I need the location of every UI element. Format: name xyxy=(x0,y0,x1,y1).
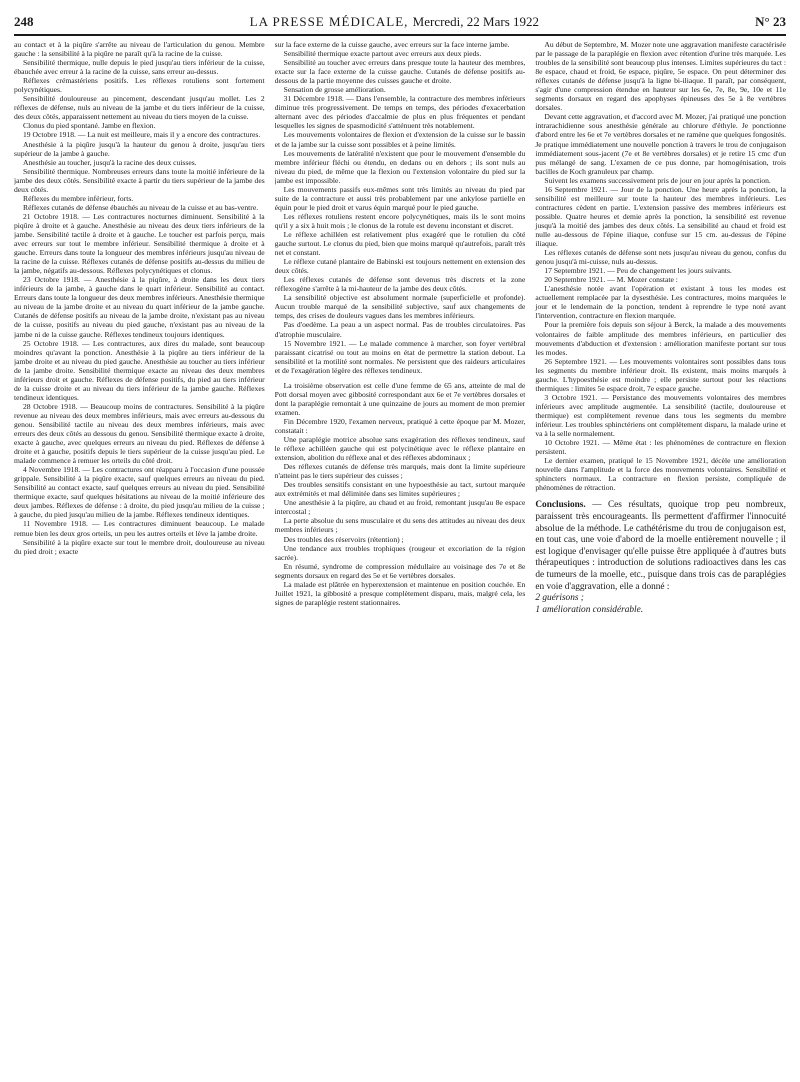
paragraph: Devant cette aggravation, et d'accord avec M. Mozer, j'ai pratiqué une ponction intrarachidienne sous anesthésie générale au chlorure d'éthyle. Je ponctionne d'abord entre les 6e et 7e vertèbres dorsales et ne ramène que quelques fongosités. Je pratique immédiatement une nouvelle ponction à travers le trou de conjugaison immédiatement sous-jacent (7e et 8e vertèbres dorsales) et je retire 15 cmc d'un pus mélangé de sang. L'examen de ce pus donne, par homogénisation, trois bacilles de Koch granuleux par champ. xyxy=(535,112,786,176)
paragraph: 15 Novembre 1921. — Le malade commence à marcher, son foyer vertébral paraissant cicatrisé ou tout au moins en état de permettre la station debout. La sensibilité et la motilité sont normales. Ne persistent que des raideurs articulaires et de l'exagération légère des réflexes tendineux. xyxy=(274,338,526,375)
paragraph: Des troubles des réservoirs (rétention) ; xyxy=(283,534,404,544)
paragraph: Anesthésie au toucher, jusqu'à la racine des deux cuisses. xyxy=(23,157,197,167)
conclusions-item: 2 guérisons ; xyxy=(535,593,584,604)
paragraph: Les réflexes rotuliens restent encore polycynétiques, mais ils le sont moins qu'il y a six à huit mois ; le clonus de la rotule est devenu inconstant et discret. xyxy=(274,211,526,230)
paragraph: Les mouvements volontaires de flexion et d'extension de la cuisse sur le bassin et de la jambe sur la cuisse sont possibles et à peine limités. xyxy=(274,130,526,149)
paragraph: Des troubles sensitifs consistant en une hypoesthésie au tact, surtout marquée aux extrémités et mal délimitée dans ses limites supérieures ; xyxy=(274,480,526,499)
paragraph: Anesthésie à la piqûre jusqu'à la hauteur du genou à droite, jusqu'au tiers supérieur de la jambe à gauche. xyxy=(14,139,265,158)
paragraph: Sensibilité à la piqûre exacte sur tout le membre droit, douloureuse au niveau du pied droit ; exacte xyxy=(14,537,265,556)
paragraph: La perte absolue du sens musculaire et du sens des attitudes au niveau des deux membres inférieurs ; xyxy=(274,516,526,535)
conclusions-section xyxy=(535,500,786,616)
paragraph: 19 Octobre 1918. — La nuit est meilleure, mais il y a encore des contractures. xyxy=(23,130,261,140)
paragraph: L'anesthésie notée avant l'opération et existant à tous les modes est actuellement remplacée par la dysesthésie. Les contractures, moins marquées le jour et le lendemain de la ponction, tendent à reprendre le type noté avant l'intervention, contracture en flexion marquée. xyxy=(535,284,786,321)
paragraph: 10 Octobre 1921. — Même état : les phénomènes de contracture en flexion persistent. xyxy=(535,438,786,457)
issue-number: N° 23 xyxy=(755,14,786,29)
paragraph: Une anesthésie à la piqûre, au chaud et au froid, remontant jusqu'au 8e espace intercostal ; xyxy=(274,498,526,517)
paragraph: En résumé, syndrome de compression médullaire au voisinage des 7e et 8e segments dorsaux en regard des 5e et 6e vertèbres dorsales. xyxy=(274,561,526,580)
paragraph: 16 Septembre 1921. — Jour de la ponction. Une heure après la ponction, la sensibilité est meilleure sur toute la hauteur des membres inférieurs. Les contractures cèdent en partie. L'extension passive des membres inférieurs est possible. Quatre heures et demie après la ponction, la sensibilité est revenue jusqu'à la moitié des jambes des deux côtés. La sensibilité au chaud et froid est nulle au-dessous de l'épine iliaque, confuse sur 15 cm. au-dessus de l'épine iliaque. xyxy=(535,184,786,249)
paragraph: La malade est plâtrée en hyperextension et maintenue en position couchée. En Juillet 1921, la gibbosité a presque complètement disparu, mais, malgré cela, les signes de paraplégie restent stationnaires. xyxy=(274,579,526,607)
paragraph: Les réflexes cutanés de défense sont nets jusqu'au niveau du genou, confus du genou jusqu'à mi-cuisse, nuls au-dessus. xyxy=(535,248,786,267)
paragraph: 11 Novembre 1918. — Les contractures diminuent beaucoup. Le malade remue bien les deux gros orteils, un peu les autres orteils et lève la jambe droite. xyxy=(14,519,265,538)
paragraph: Réflexes cutanés de défense ébauchés au niveau de la cuisse et au bas-ventre. xyxy=(23,202,259,212)
paragraph: Suivent les examens successivement pris de jour en jour après la ponction. xyxy=(544,175,771,185)
paragraph: Sensibilité thermique. Nombreuses erreurs dans toute la moitié inférieure de la jambe des deux côtés. Sensibilité exacte à partir du tiers supérieur de la jambe des deux côtés. xyxy=(14,166,265,194)
paragraph: Les mouvements de latéralité n'existent que pour le mouvement d'ensemble du membre inférieur fléchi ou étendu, en dedans ou en dehors ; ils sont nuls au niveau du pied, de même que la flexion ou l'extension volontaire du pied sur la jambe est impossible. xyxy=(274,148,526,185)
paragraph: Le réflexe cutané plantaire de Babinski est toujours nettement en extension des deux côtés. xyxy=(274,257,526,276)
paragraph: Sensation de grosse amélioration. xyxy=(283,85,386,95)
paragraph: 3 Octobre 1921. — Persistance des mouvements volontaires des membres inférieurs avec amplitude augmentée. La sensibilité (tactile, douloureuse et thermique) est complètement revenue dans tous les segments du membre inférieur. Les troubles sphinctériens ont complètement disparu, la malade urine et va à la selle normalement. xyxy=(535,392,786,439)
paragraph: La troisième observation est celle d'une femme de 65 ans, atteinte de mal de Pott dorsal moyen avec gibbosité correspondant aux 6e et 7e vertèbres dorsales et dont la paraplégie remontait à une quinzaine de jours au moment de mon premier examen. xyxy=(274,380,526,417)
paragraph: 26 Septembre 1921. — Les mouvements volontaires sont possibles dans tous les segments du membre inférieur droit. Ils existent, mais moins marqués à gauche. L'hypoesthésie est moindre ; elle persiste surtout pour les réactions thermiques : limites 5e espace droit, 7e espace gauche. xyxy=(535,356,786,393)
paragraph: Une paraplégie motrice absolue sans exagération des réflexes tendineux, sauf le réflexe achilléen gauche qui est polycinétique avec le réflexe plantaire en extension, abolition du réflexe anal et des réflexes abdominaux ; xyxy=(274,435,526,463)
paragraph: Une tendance aux troubles trophiques (rougeur et excoriation de la région sacrée). xyxy=(274,543,526,562)
paragraph: 4 Novembre 1918. — Les contractures ont réapparu à l'occasion d'une poussée grippale. Sensibilité à la piqûre exacte, sauf quelques erreurs au niveau du pied. Sensibilité au contact exacte, sauf quelques erreurs au niveau du pied. Sensibilité thermique exacte, sauf quelques hésitations au niveau de la moitié inférieure des deux jambes. Réflexes de défense : à droite, du pied jusqu'au milieu de la cuisse ; à gauche, du pied jusqu'au milieu de la jambe. Réflexes tendineux identiques. xyxy=(14,465,265,520)
paragraph: Pas d'oedème. La peau a un aspect normal. Pas de troubles circulatoires. Pas d'atrophie musculaire. xyxy=(274,320,526,339)
paragraph: 31 Décembre 1918. — Dans l'ensemble, la contracture des membres inférieurs diminue très progressivement. De temps en temps, des périodes d'exacerbation alternant avec des périodes d'accalmie de plus en plus fréquentes et pendant lesquelles les signes de spasmodicité s'atténuent très notablement. xyxy=(274,94,526,131)
column-left xyxy=(14,40,265,1080)
issue-date: Mercredi, 22 Mars 1922 xyxy=(412,14,540,29)
paragraph: 23 Octobre 1918. — Anesthésie à la piqûre, à droite dans les deux tiers inférieurs de la jambe, à gauche dans le quart inférieur. Sensibilité au contact. Erreurs dans toute la longueur des deux membres inférieurs. Anesthésie thermique au niveau de la jambe droite et au niveau du quart inférieur de la jambe gauche. Cutanés de défense positifs au niveau de la jambe droite, n'existant pas au niveau de la cuisse, positifs au niveau du pied gauche, n'existant pas au niveau de la jambe ni de la cuisse gauche. Réflexes tendineux toujours identiques. xyxy=(14,275,265,339)
journal-name: LA PRESSE MÉDICALE, xyxy=(249,14,409,29)
column-right xyxy=(535,40,786,1080)
publication-title xyxy=(250,14,539,30)
paragraph: Réflexes crémastériens positifs. Les réflexes rotuliens sont fortement polycynétiques. xyxy=(14,76,265,95)
paragraph: Les réflexes cutanés de défense sont devenus très discrets et la zone réflexogène s'arrête à la mi-hauteur de la jambe des deux côtés. xyxy=(274,275,526,294)
paragraph: Réflexes du membre inférieur, forts. xyxy=(23,193,134,203)
conclusions-item: 1 amélioration considérable. xyxy=(535,604,644,615)
paragraph: au contact et à la piqûre s'arrête au niveau de l'articulation du genou. Membre gauche : la sensibilité à la piqûre ne paraît qu'à la racine de la cuisse. xyxy=(14,40,265,59)
paragraph: Fin Décembre 1920, l'examen nerveux, pratiqué à cette époque par M. Mozer, constatait : xyxy=(274,416,526,435)
paragraph: Sensibilité au toucher avec erreurs dans presque toute la hauteur des membres, exacte sur la face externe de la cuisse gauche. Cutanés de défense positifs au-dessous de la partie moyenne des cuisses gauche et droite. xyxy=(274,58,526,86)
paragraph: Sensibilité thermique, nulle depuis le pied jusqu'au tiers inférieur de la cuisse, ébauchée avec erreur à la racine de la cuisse, sans erreur au-dessus. xyxy=(14,58,265,77)
paragraph: 25 Octobre 1918. — Les contractures, aux dires du malade, sont beaucoup moindres qu'avant la ponction. Anesthésie à la piqûre au tiers inférieur de la jambe droite et au niveau du pied gauche. Anesthésie au toucher au tiers inférieur de la jambe droite. Sensibilité thermique exacte au niveau des deux membres inférieurs droit et gauche. Réflexes de défense positifs, du pied au tiers inférieur de la cuisse droite et au niveau du tiers inférieur de la jambe gauche. Réflexes tendineux identiques. xyxy=(14,338,265,402)
column-middle xyxy=(275,40,526,1080)
header-rule xyxy=(14,34,786,36)
paragraph: Le dernier examen, pratiqué le 15 Novembre 1921, décèle une amélioration nouvelle dans l'amplitude et la force des mouvements volontaires. Sensibilité et sphincters normaux. La contracture en flexion persiste, compliquée de phénomènes de rétraction. xyxy=(535,456,786,493)
paragraph: Clonus du pied spontané. Jambe en flexion. xyxy=(23,121,156,131)
paragraph: Des réflexes cutanés de défense très marqués, mais dont la limite supérieure n'atteint pas le tiers supérieur des cuisses ; xyxy=(274,462,526,481)
paragraph: sur la face externe de la cuisse gauche, avec erreurs sur la face interne jambe. xyxy=(274,40,510,49)
page-header xyxy=(14,14,786,30)
paragraph: Au début de Septembre, M. Mozer note une aggravation manifeste caractérisée par le passage de la paraplégie en flexion avec rétention d'urine très marquée. Les troubles de la sensibilité sont beaucoup plus intenses. Limites supérieures du tact : 8e espace, chaud et froid, 6e espace, piqûre, 5e espace. On peut déterminer des réflexes cutanés de défense jusqu'à la ligne bi-iliaque. Il paraît, par conséquent, s'agir d'une compression étendue en hauteur sur les 6e, 7e, 8e, 9e, 10e et 11e segments dorsaux en regard des apophyses épineuses des 5e à 8e vertèbres dorsales. xyxy=(535,40,786,113)
paragraph: Le réflexe achilléen est relativement plus exagéré que le rotulien du côté gauche surtout. Le clonus du pied, bien que moins marqué qu'autrefois, paraît très net et constant. xyxy=(274,229,526,258)
paragraph: Les mouvements passifs eux-mêmes sont très limités au niveau du pied par suite de la contracture et aussi très probablement par une ankylose partielle en équin pour le pied droit et varus équin marqué pour le pied gauche. xyxy=(274,184,526,212)
text-columns xyxy=(14,40,786,1080)
paragraph: 28 Octobre 1918. — Beaucoup moins de contractures. Sensibilité à la piqûre revenue au niveau des deux membres inférieurs, mais avec erreurs au-dessous du genou. Sensibilité tactile au niveau des deux membres inférieurs, mais avec erreurs des deux côtés au dessous du genou. Sensibilité thermique exacte à droite, exacte à gauche, avec quelques erreurs au niveau du pied. Réflexes de défense à droite et à gauche, positifs depuis le tiers supérieur de la cuisse jusqu'au pied. Le malade commence à remuer les orteils du côté droit. xyxy=(14,401,265,466)
paragraph: Sensibilité douloureuse au pincement, descendant jusqu'au mollet. Les 2 réflexes de défense, nuls au niveau de la jambe et du tiers inférieur de la cuisse, des deux côtés, apparaissent nettement au niveau du tiers moyen de la cuisse. xyxy=(14,94,265,122)
conclusions-heading: Conclusions. xyxy=(535,500,586,511)
paragraph: 20 Septembre 1921. — M. Mozer constate : xyxy=(544,275,678,285)
paragraph: Pour la première fois depuis son séjour à Berck, la malade a des mouvements volontaires de faible amplitude des membres inférieurs, en particulier des mouvements d'abduction et d'extension : amélioration manifeste portant sur tous les modes. xyxy=(535,320,786,357)
paragraph: La sensibilité objective est absolument normale (superficielle et profonde). Aucun trouble marqué de la sensibilité subjective, sauf aux changements de temps, des crises de douleurs vagues dans les membres inférieurs. xyxy=(274,293,526,321)
paragraph: 21 Octobre 1918. — Les contractures nocturnes diminuent. Sensibilité à la piqûre à droite et à gauche. Anesthésie au niveau des deux tiers inférieurs de la jambe. Sensibilité tactile à droite et à gauche. Le toucher est parfois perçu, mais avec erreurs sur tout le membre inférieur. Sensibilité thermique à droite et à gauche. Erreurs dans toute la longueur des membres inférieurs jusqu'au niveau de la racine de la cuisse. Réflexes cutanés de défense positifs au-dessus du milieu de la jambe, négatifs au-dessous. Réflexes polycynétiques et clonus. xyxy=(14,211,265,276)
paragraph: 17 Septembre 1921. — Peu de changement les jours suivants. xyxy=(544,266,732,276)
paragraph: Sensibilité thermique exacte partout avec erreurs aux deux pieds. xyxy=(283,49,482,59)
conclusions-text: — Ces résultats, quoique trop peu nombreux, paraissent très encourageants. Ils permettent d'affirmer l'innocuité absolue de la méthode. Le cathétérisme du trou de conjugaison est, en tout cas, une voie d'abord de la moelle entièrement nouvelle ; il est logique d'envisager qu'elle puisse être appliquée à d'autres buts thérapeutiques : introduction de solutions radioactives dans les cas de tumeurs de la moelle, etc., puisque dans trois cas de paraplégies en voie d'aggravation, elle a donné : xyxy=(535,500,786,592)
page-number: 248 xyxy=(14,14,34,29)
